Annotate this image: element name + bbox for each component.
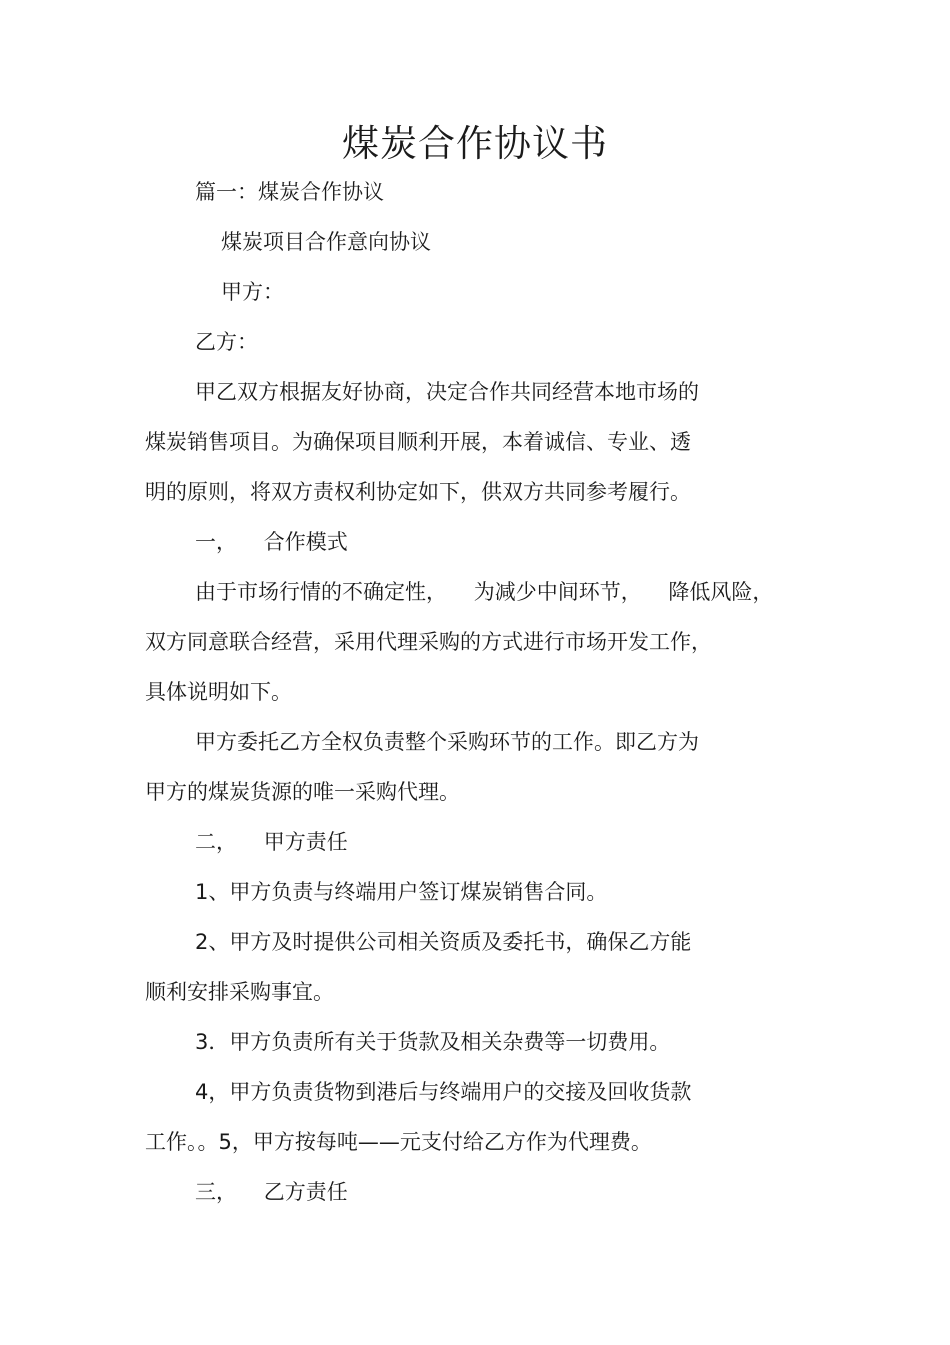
list-item: 4，甲方负责货物到港后与终端用户的交接及回收货款 <box>195 1080 692 1104</box>
list-item: 2、甲方及时提供公司相关资质及委托书，确保乙方能 <box>195 930 692 954</box>
paragraph-line: 煤炭销售项目。为确保项目顺利开展，本着诚信、专业、透 <box>145 430 691 454</box>
document-title: 煤炭合作协议书 <box>342 122 608 165</box>
party-b-line: 乙方： <box>195 330 258 354</box>
section-heading-party-b-duties: 三， 乙方责任 <box>195 1180 348 1204</box>
paragraph-line: 双方同意联合经营，采用代理采购的方式进行市场开发工作， <box>145 630 712 654</box>
list-item: 3．甲方负责所有关于货款及相关杂费等一切费用。 <box>195 1030 671 1054</box>
subtitle-line: 煤炭项目合作意向协议 <box>221 230 431 254</box>
section-heading-cooperation-mode: 一， 合作模式 <box>195 530 348 554</box>
section-heading-part-one: 篇一：煤炭合作协议 <box>195 180 384 204</box>
paragraph-line: 甲方的煤炭货源的唯一采购代理。 <box>145 780 460 804</box>
paragraph-line: 甲乙双方根据友好协商，决定合作共同经营本地市场的 <box>195 380 699 404</box>
paragraph-line: 工作。。5，甲方按每吨——元支付给乙方作为代理费。 <box>145 1130 652 1154</box>
party-a-line: 甲方： <box>221 280 284 304</box>
paragraph-line: 甲方委托乙方全权负责整个采购环节的工作。即乙方为 <box>195 730 699 754</box>
section-heading-party-a-duties: 二， 甲方责任 <box>195 830 348 854</box>
paragraph-line: 明的原则，将双方责权利协定如下，供双方共同参考履行。 <box>145 480 691 504</box>
paragraph-line: 由于市场行情的不确定性， 为减少中间环节， 降低风险， <box>195 580 774 604</box>
list-item: 1、甲方负责与终端用户签订煤炭销售合同。 <box>195 880 608 904</box>
paragraph-line: 具体说明如下。 <box>145 680 292 704</box>
paragraph-line: 顺利安排采购事宜。 <box>145 980 334 1004</box>
